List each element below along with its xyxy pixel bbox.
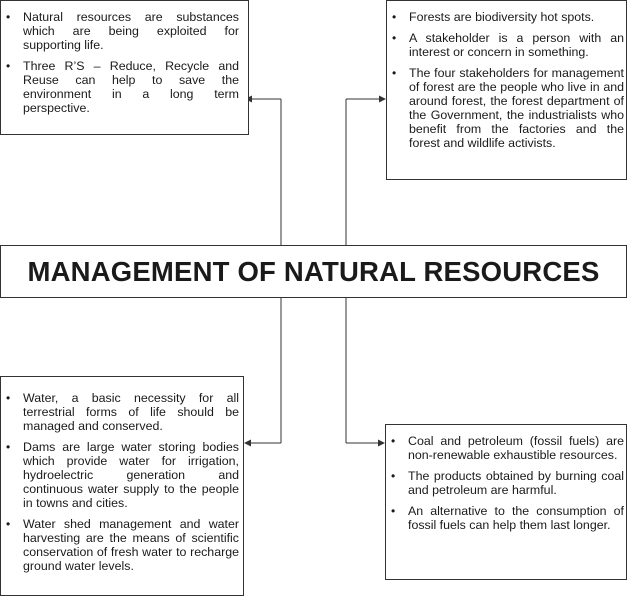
arrowhead-top-right [379,96,386,103]
bullet-item: • Natural resources are substances which are being exploited for supporting life. [2,10,239,52]
title-box [0,245,627,298]
arrowhead-bottom-left [244,440,251,447]
bullet-list-bottom-right [387,434,624,532]
bullet-item: • Water, a basic necessity for all terrestrial forms of life should be managed and conserved. [2,391,239,433]
bullet-item: • Water shed management and water harvesting are the means of scientific conservation of fresh water to recharge ground water levels. [2,517,239,573]
bullet-list-top-left [2,10,239,115]
bullet-item: • A stakeholder is a person with an interest or concern in something. [388,31,624,59]
box-bottom-right [385,424,627,580]
bullet-item: • The four stakeholders for management of forest are the people who live in and around forest, the forest department of the Government, the industrialists who benefit from the factories and the forest and wildlife activists. [388,66,624,150]
bullet-list-bottom-left [2,391,239,573]
bullet-list-top-right [388,10,624,150]
arrowhead-bottom-right [378,440,385,447]
box-bottom-left [0,376,244,596]
bullet-item: • An alternative to the consumption of fossil fuels can help them last longer. [387,504,624,532]
bullet-item: • Three R’S – Reduce, Recycle and Reuse can help to save the environment in a long term perspective. [2,59,239,115]
bullet-item: • Forests are biodiversity hot spots. [388,10,624,24]
diagram-title: MANAGEMENT OF NATURAL RESOURCES [27,255,600,287]
bullet-item: • Coal and petroleum (fossil fuels) are non-renewable exhaustible resources. [387,434,624,462]
bullet-item: • The products obtained by burning coal and petroleum are harmful. [387,469,624,497]
box-top-right [386,0,627,180]
box-top-left [0,0,249,135]
bullet-item: • Dams are large water storing bodies which provide water for irrigation, hydroelectric generation and continuous water supply to the people in towns and cities. [2,440,239,510]
